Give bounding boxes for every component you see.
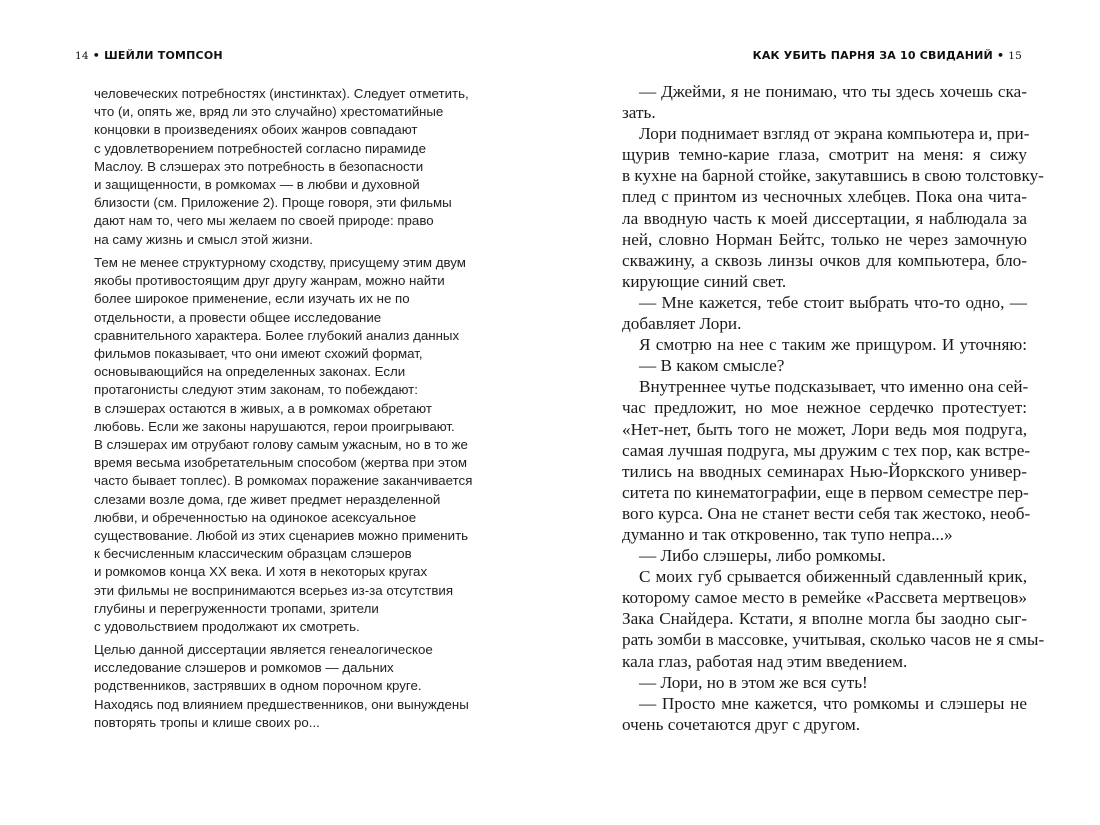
text-line: щурив темно-карие глаза, смотрит на меня: я сижу [622, 145, 1027, 165]
text-line: на саму жизнь и смысл этой жизни. [94, 231, 313, 247]
text-line: дают нам то, чего мы желаем по своей природе: право [94, 213, 434, 229]
text-line: Лори поднимает взгляд от экрана компьютера и, при- [639, 124, 1030, 144]
text-line: что (и, опять же, вряд ли это случайно) хрестоматийные [94, 104, 444, 120]
text-line: — Мне кажется, тебе стоит выбрать что-то одно, — [639, 292, 1027, 312]
text-line: С моих губ срывается обиженный сдавленный крик, [639, 567, 1027, 587]
text-line: протагонисты следуют этим законам, то побеждают: [94, 382, 418, 398]
text-line: время весьма изобретательным способом (жертва при этом [94, 455, 467, 471]
text-line: Целью данной диссертации является генеалогическое [94, 642, 433, 657]
right-running-header [753, 49, 1022, 62]
text-line: эти фильмы не воспринимаются всерьез из-за отсутствия [94, 582, 454, 598]
text-line: с удовольствием продолжают их смотреть. [94, 619, 360, 635]
right-page-number: 15 [1008, 50, 1022, 62]
text-line: час предложит, но мое нежное сердечко протестует: [622, 398, 1027, 418]
text-line: Я смотрю на нее с таким же прищуром. И уточняю: [639, 335, 1027, 355]
text-line: отдельности, а провести общее исследование [94, 309, 382, 325]
text-line: скважину, а сквозь линзы очков для компьютера, бло- [622, 250, 1027, 270]
text-line: и защищенности, в ромкомах — в любви и духовной [94, 177, 420, 193]
left-page-number: 14 [75, 50, 89, 62]
text-line: слезами возле дома, где живет предмет неразделенной [94, 491, 441, 507]
text-line: родственников, застрявших в одном порочном круге. [94, 678, 422, 694]
text-line: «Нет-нет, быть того не может, Лори ведь моя подруга, [622, 419, 1027, 439]
text-line: Находясь под влиянием предшественников, они вынуждены [94, 696, 469, 712]
book-title: КАК УБИТЬ ПАРНЯ ЗА 10 СВИДАНИЙ [752, 49, 993, 62]
text-line: самая лучшая подруга, мы дружим с тех пор, как встре- [622, 440, 1031, 460]
text-line: в кухне на барной стойке, закутавшись в свою толстовку- [622, 166, 1044, 186]
left-paragraph-2 [94, 254, 472, 636]
text-line: — Джейми, я не понимаю, что ты здесь хочешь ска- [639, 82, 1027, 101]
text-line: плед с принтом из чесночных хлебцев. Пока она чита- [622, 187, 1027, 207]
text-line: близости (см. Приложение 2). Проще говоря, эти фильмы [94, 195, 452, 211]
text-line: кирующие синий свет. [622, 271, 787, 291]
text-line: ла вводную часть к моей диссертации, я наблюдала за [622, 208, 1027, 228]
right-page-body [622, 81, 1045, 735]
text-line: глубины и перегруженности тропами, зрители [94, 600, 379, 616]
left-running-header [75, 49, 223, 62]
text-line: — В каком смысле? [639, 356, 785, 376]
header-bullet: • [996, 49, 1005, 62]
text-line: добавляет Лори. [622, 314, 742, 334]
text-line: любви, и обреченностью на одинокое асексуальное [94, 509, 417, 525]
text-line: Зака Снайдера. Кстати, я вполне могла бы заодно сыг- [622, 609, 1027, 629]
text-line: сравнительного характера. Более глубокий анализ данных [94, 327, 460, 343]
text-line: вого курса. Она не станет вести себя так жестоко, необ- [622, 503, 1031, 523]
text-line: якобы противостоящим друг другу жанрам, можно найти [94, 273, 445, 289]
text-line: исследование слэшеров и ромкомов — дальних [94, 660, 394, 676]
text-line: В слэшерах им отрубают голову самым ужасным, но в то же [94, 437, 468, 453]
text-line: думанно и так откровенно, так тупо непра...» [622, 524, 953, 544]
text-line: — Просто мне кажется, что ромкомы и слэшеры не [639, 693, 1027, 713]
left-paragraph-3 [94, 641, 469, 732]
text-line: часто бывает топлес). В ромкомах поражение заканчивается [94, 473, 473, 489]
text-line: Тем не менее структурному сходству, присущему этим двум [94, 255, 466, 270]
text-line: очень сочетаются друг с другом. [622, 714, 861, 734]
text-line: с удовлетворением потребностей согласно пирамиде [94, 140, 426, 156]
text-line: рать зомби в массовке, учитывая, сколько часов не я смы- [622, 630, 1045, 650]
text-line: ней, словно Норман Бейтс, только не через замочную [622, 229, 1027, 249]
text-line: существование. Любой из этих сценариев можно применить [94, 528, 469, 544]
text-line: зать. [622, 103, 656, 123]
left-paragraph-1 [94, 85, 469, 249]
text-line: Маслоу. В слэшерах это потребность в безопасности [94, 158, 424, 174]
author-name: ШЕЙЛИ ТОМПСОН [104, 49, 223, 62]
text-line: более широкое применение, если изучать их не по [94, 291, 410, 307]
text-line: — Либо слэшеры, либо ромкомы. [639, 546, 886, 566]
text-line: тились на вводных семинарах Нью-Йоркского универ- [622, 461, 1027, 481]
text-line: основывающийся на определенных законах. Если [94, 364, 406, 380]
text-line: любовь. Если же законы нарушаются, герои проигрывают. [94, 418, 455, 434]
text-line: человеческих потребностях (инстинктах). Следует отметить, [94, 86, 469, 101]
text-line: в слэшерах остаются в живых, а в ромкомах обретают [94, 400, 432, 416]
text-line: концовки в произведениях обоих жанров совпадают [94, 122, 418, 138]
text-line: повторять тропы и клише своих ро... [94, 714, 320, 730]
header-bullet: • [92, 49, 101, 62]
text-line: кала глаз, работая над этим введением. [622, 651, 908, 671]
text-line: которому самое место в ремейке «Рассвета мертвецов» [622, 588, 1027, 608]
text-line: Внутреннее чутье подсказывает, что именно она сей- [639, 377, 1029, 397]
text-line: и ромкомов конца XX века. И хотя в некоторых кругах [94, 564, 428, 580]
text-line: к бесчисленным классическим образцам слэшеров [94, 546, 412, 562]
text-line: фильмов показывает, что они имеют схожий формат, [94, 346, 423, 362]
text-line: ситета по кинематографии, еще в первом семестре пер- [622, 482, 1029, 502]
text-line: — Лори, но в этом же вся суть! [639, 672, 868, 692]
